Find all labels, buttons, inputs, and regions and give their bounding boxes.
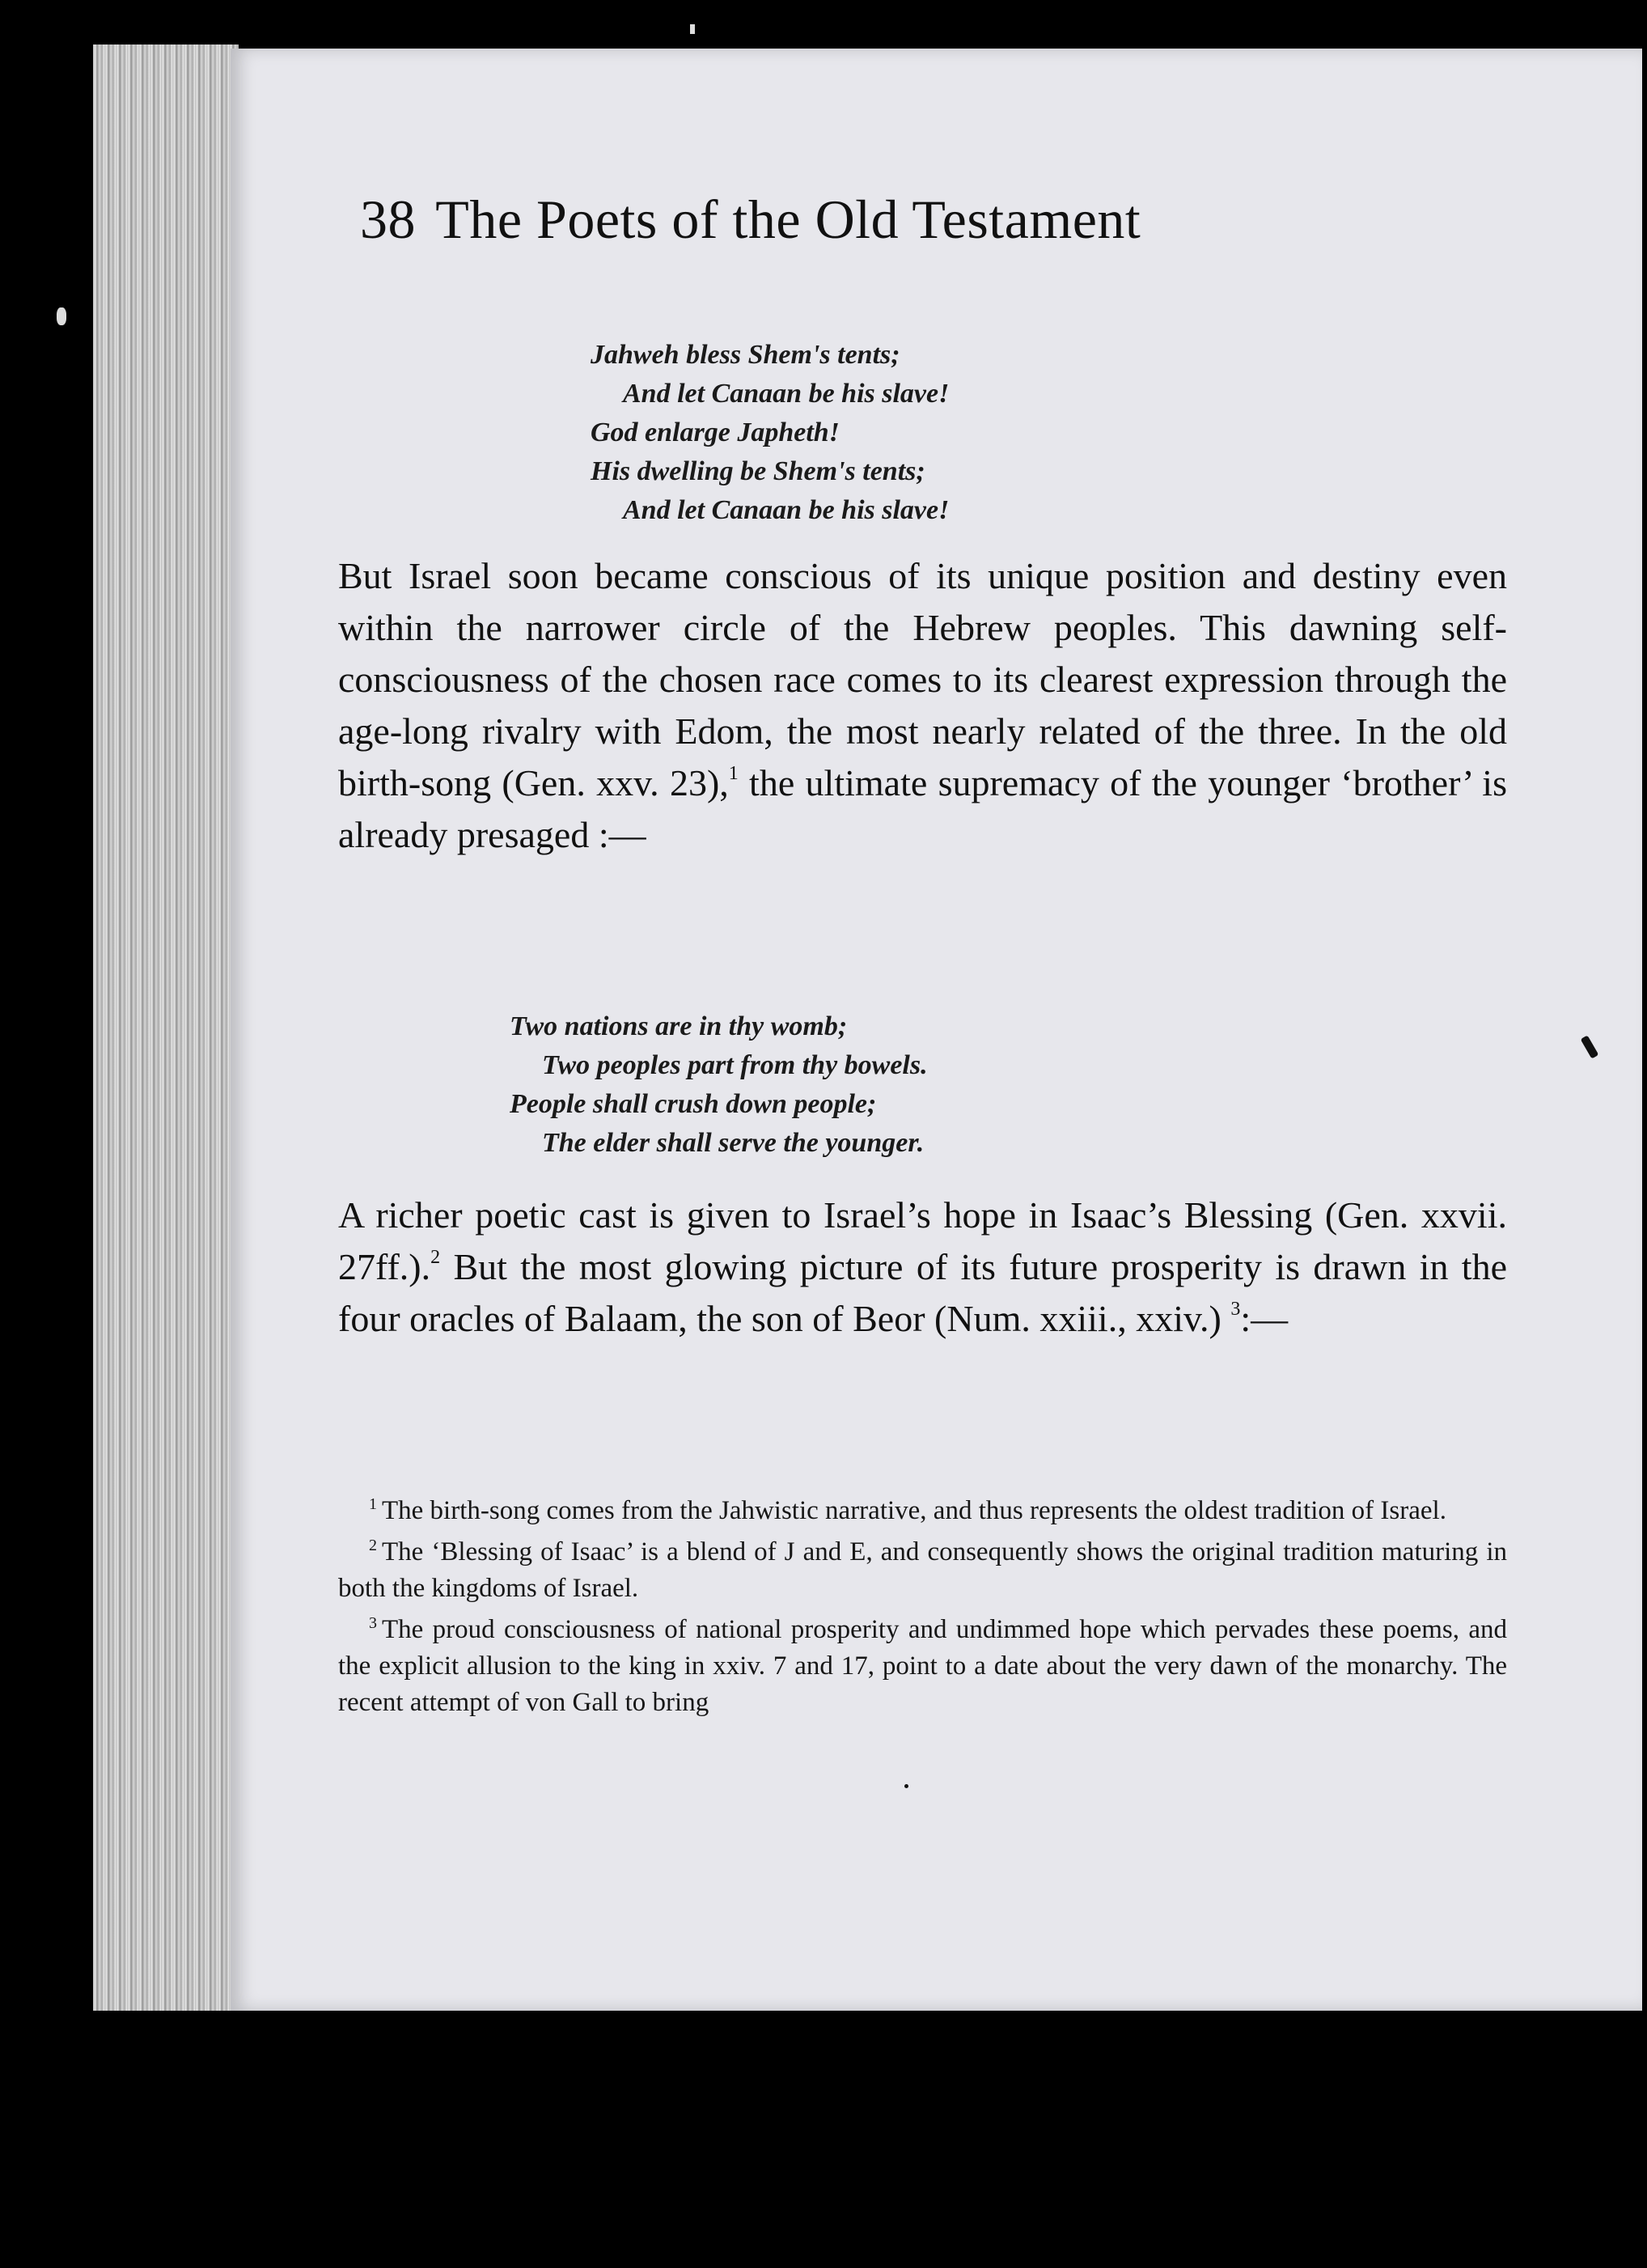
footnote-ref: 3 [1230,1299,1241,1320]
footnote-2 [338,1534,1507,1607]
footnote-text: The birth-song comes from the Jahwistic narrative, and thus represents the oldest tradition of Israel. [382,1496,1446,1525]
footnote-text: The ‘Blessing of Isaac’ is a blend of J and E, and consequently shows the original tradition maturing in both the kingdoms of Israel. [338,1537,1507,1603]
verse-line: Two nations are in thy womb; [510,1011,848,1041]
scan-mark-top [690,24,695,34]
ink-speck [904,1784,908,1788]
paragraph-text: :— [1240,1298,1289,1339]
running-title: The Poets of the Old Testament [435,189,1141,250]
paragraph-text: A richer poetic cast is given to Israel’s hope in Isaac’s Blessing (Gen. xxvii. 27ff.). [338,1194,1507,1287]
verse-line: People shall crush down people; [510,1089,877,1119]
book-page-edges [93,45,239,2011]
verse-line: Jahweh bless Shem's tents; [591,340,900,370]
verse-line: And let Canaan be his slave! [623,379,950,409]
footnote-1 [338,1493,1507,1529]
verse-block-curse-of-canaan [591,336,949,530]
paragraph-text: But Israel soon became conscious of its unique position and destiny even within the narrower circle of the Hebrew peoples. This dawning self-consciousness of the chosen race comes to its clearest expression through the age-long rivalry with Edom, the most nearly related of the three. In the old birth-song (Gen. xxv. 23), [338,555,1507,803]
footnote-number: 1 [369,1495,377,1513]
verse-line: God enlarge Japheth! [591,418,840,447]
paragraph-text: the ultimate supremacy of the younger ‘brother’ is already presaged :— [338,762,1507,855]
footnote-ref: 2 [430,1247,441,1268]
scan-mark-left [57,307,66,325]
body-paragraph-2 [338,1189,1507,1345]
verse-line: His dwelling be Shem's tents; [591,456,925,486]
running-header [360,188,1492,252]
page-number: 38 [360,189,416,250]
footnote-number: 2 [369,1537,377,1554]
verse-line: The elder shall serve the younger. [542,1128,925,1158]
verse-line: Two peoples part from thy bowels. [542,1050,928,1080]
verse-block-birth-song [510,1007,928,1163]
footnote-ref: 1 [728,763,739,784]
verse-line: And let Canaan be his slave! [623,495,950,525]
footnote-3 [338,1612,1507,1721]
footnote-number: 3 [369,1614,377,1632]
body-paragraph-1 [338,550,1507,861]
footnotes [338,1493,1507,1726]
paragraph-text: But the most glowing picture of its future prosperity is drawn in the four oracles of Balaam, the son of Beor (Num. xxiii., xxiv.) [338,1246,1507,1339]
footnote-text: The proud consciousness of national prosperity and undimmed hope which pervades these poems, and the explicit allusion to the king in xxiv. 7 and 17, point to a date about the very dawn of the monarchy. The recent attempt of von Gall to bring [338,1615,1507,1717]
